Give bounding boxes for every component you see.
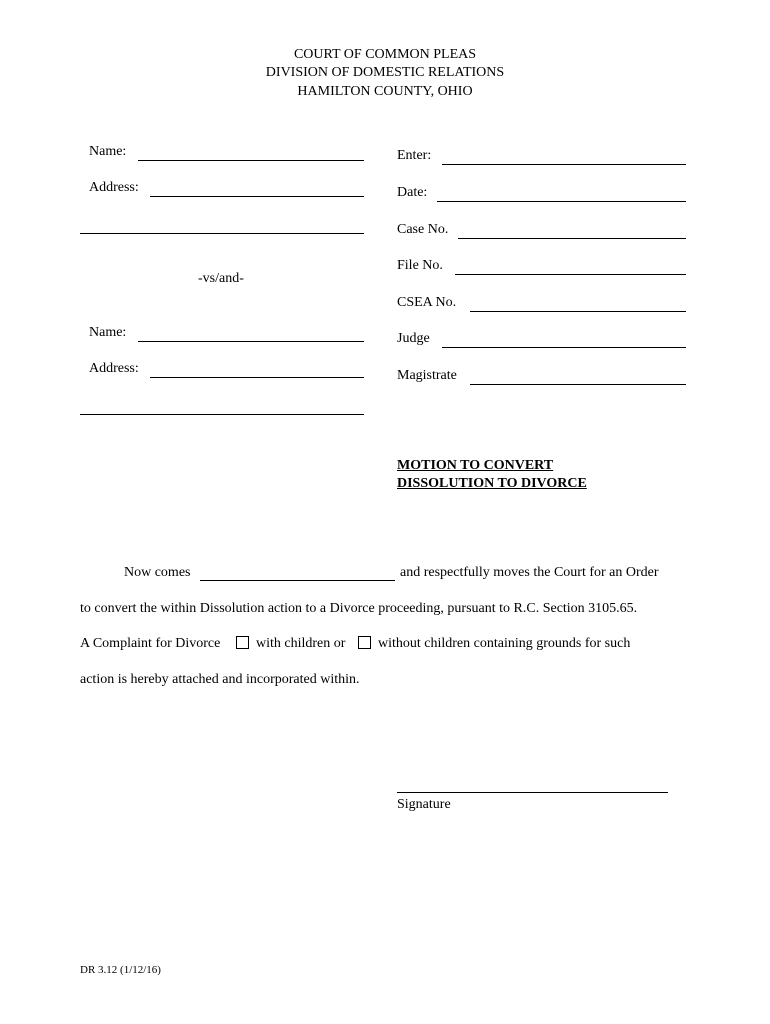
magistrate-field[interactable] (470, 384, 686, 385)
party2-name-label: Name: (89, 325, 127, 340)
party2-name-field[interactable] (138, 341, 364, 342)
party1-address-line2-field[interactable] (80, 233, 364, 234)
party2-address-label: Address: (89, 361, 139, 376)
party2-address-line2-field[interactable] (80, 414, 364, 415)
body-line-3-start: A Complaint for Divorce (80, 636, 221, 651)
enter-label: Enter: (397, 148, 432, 163)
without-children-label: without children containing grounds for such (378, 636, 631, 651)
motion-title-line2: DISSOLUTION TO DIVORCE (397, 476, 587, 491)
body-line-2: to convert the within Dissolution action to a Divorce proceeding, pursuant to R.C. Section 3105.65. (80, 601, 638, 616)
case-no-label: Case No. (397, 222, 449, 237)
date-label: Date: (397, 185, 428, 200)
party1-name-label: Name: (89, 144, 127, 159)
party1-name-field[interactable] (138, 160, 364, 161)
party1-address-field[interactable] (150, 196, 364, 197)
csea-no-field[interactable] (470, 311, 686, 312)
court-name: COURT OF COMMON PLEAS (293, 47, 477, 62)
csea-no-label: CSEA No. (397, 295, 457, 310)
with-children-label: with children or (256, 636, 346, 651)
enter-field[interactable] (442, 164, 686, 165)
motion-title-line1: MOTION TO CONVERT (397, 458, 554, 473)
county-name: HAMILTON COUNTY, OHIO (297, 84, 473, 99)
party1-address-label: Address: (89, 180, 139, 195)
magistrate-label: Magistrate (397, 368, 457, 383)
signature-label: Signature (397, 797, 451, 812)
body-line-4: action is hereby attached and incorporated within. (80, 672, 360, 687)
judge-field[interactable] (442, 347, 686, 348)
signature-field[interactable] (397, 792, 668, 793)
date-field[interactable] (437, 201, 686, 202)
now-comes-text: Now comes (124, 565, 191, 580)
vs-separator: -vs/and- (198, 271, 244, 286)
moves-text: and respectfully moves the Court for an Order (400, 565, 659, 580)
file-no-field[interactable] (455, 274, 686, 275)
file-no-label: File No. (397, 258, 443, 273)
movant-name-field[interactable] (200, 580, 395, 581)
without-children-checkbox[interactable] (358, 636, 371, 649)
form-number: DR 3.12 (1/12/16) (80, 964, 161, 976)
case-no-field[interactable] (458, 238, 686, 239)
party2-address-field[interactable] (150, 377, 364, 378)
with-children-checkbox[interactable] (236, 636, 249, 649)
division-name: DIVISION OF DOMESTIC RELATIONS (265, 65, 505, 80)
judge-label: Judge (397, 331, 430, 346)
